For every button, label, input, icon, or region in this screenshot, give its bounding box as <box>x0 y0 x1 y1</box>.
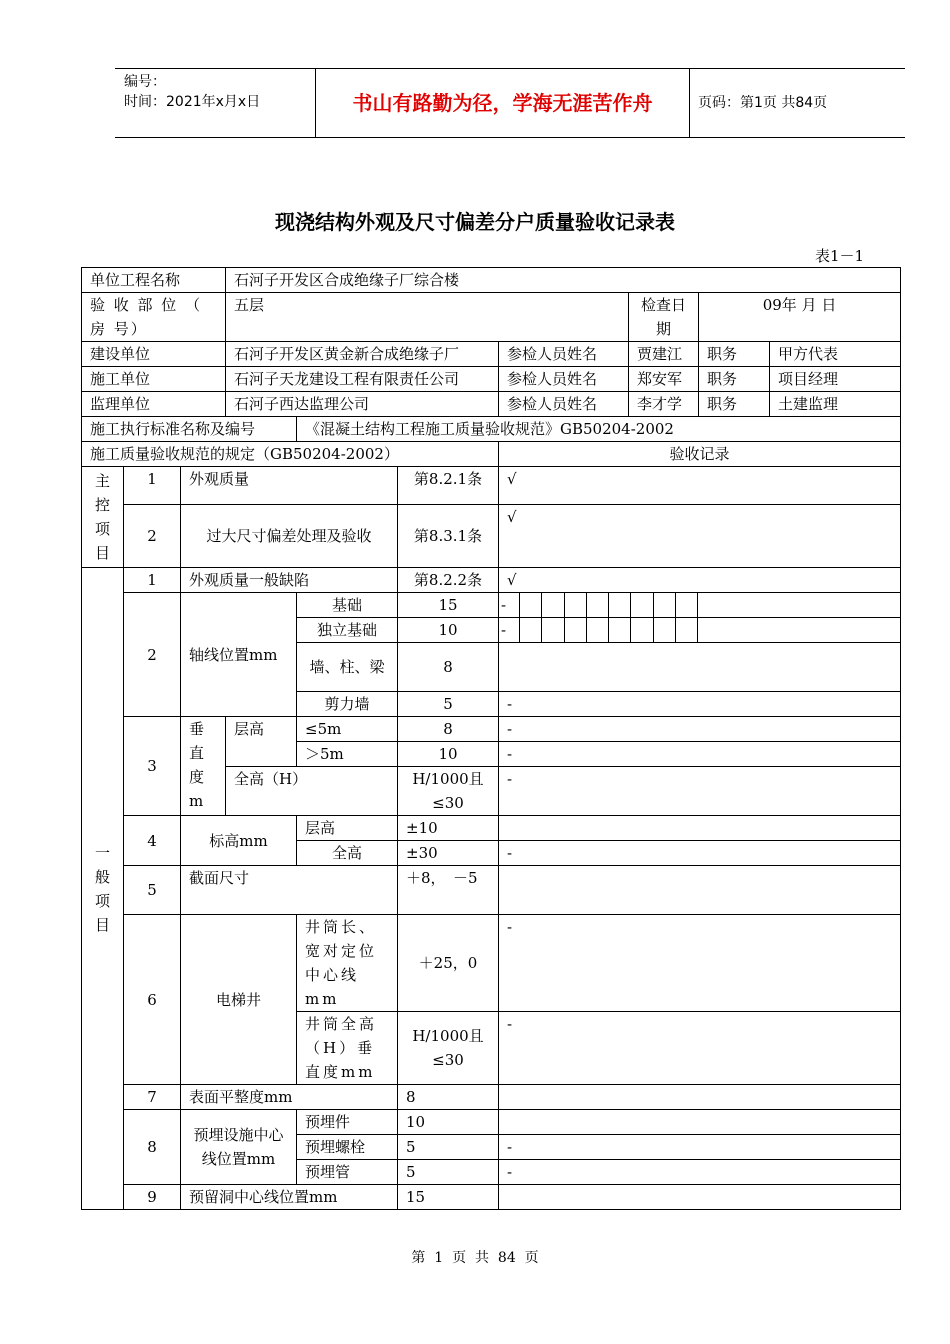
sub-name: 层高 <box>297 816 398 841</box>
header-meta <box>115 69 316 137</box>
item-no: 1 <box>124 568 181 593</box>
record-empty <box>499 866 901 915</box>
item-record: √ <box>499 505 901 568</box>
unit-label: 监理单位 <box>82 392 226 417</box>
item-name: 外观质量 <box>181 467 398 505</box>
unit-value: 石河子西达监理公司 <box>226 392 499 417</box>
record-label: 验收记录 <box>499 442 901 467</box>
item-name: 过大尺寸偏差处理及验收 <box>181 505 398 568</box>
general-label <box>82 568 124 1210</box>
spec-header-row <box>82 442 901 467</box>
item-no: 2 <box>124 593 181 717</box>
sub-value: ＋25，0 <box>398 915 499 1012</box>
item-no: 9 <box>124 1185 181 1210</box>
item-name: 截面尺寸 <box>181 866 398 915</box>
role-label: 职务 <box>699 367 770 392</box>
project-label: 单位工程名称 <box>82 268 226 293</box>
record-mark <box>499 643 901 692</box>
person-name: 李才学 <box>629 392 699 417</box>
info-row-project <box>82 268 901 293</box>
unit-label: 建设单位 <box>82 342 226 367</box>
sub-value: 10 <box>398 742 499 767</box>
general-item-row <box>82 593 901 618</box>
sub-value: ＋8， －5 <box>398 866 499 915</box>
main-control-text: 主控项目 <box>94 472 110 562</box>
sub-name: ≤5m <box>297 717 398 742</box>
record-mark <box>499 1110 901 1135</box>
date-label: 检查日期 <box>629 293 699 342</box>
record-mark: - <box>499 841 901 866</box>
footer-total: 84 <box>497 1250 516 1266</box>
sub-value: 10 <box>398 1110 499 1135</box>
record-mark: - <box>499 1012 901 1085</box>
footer-text: 第 <box>411 1250 426 1266</box>
sub-name: 井筒长、宽对定位中心线mm <box>297 915 398 1012</box>
item-name: 外观质量一般缺陷 <box>181 568 398 593</box>
sub-value: ±30 <box>398 841 499 866</box>
sub-name: 预埋管 <box>297 1160 398 1185</box>
sub-name: 剪力墙 <box>297 692 398 717</box>
standard-row <box>82 417 901 442</box>
item-clause: 第8.2.1条 <box>398 467 499 505</box>
time-label: 时间：2021年x月x日 <box>124 94 261 110</box>
item-clause: 第8.2.2条 <box>398 568 499 593</box>
role-value: 甲方代表 <box>770 342 901 367</box>
general-item-row <box>82 1185 901 1210</box>
sub-value: ±10 <box>398 816 499 841</box>
person-label: 参检人员姓名 <box>499 367 629 392</box>
unit-value: 石河子天龙建设工程有限责任公司 <box>226 367 499 392</box>
storey-label: 层高 <box>226 717 297 767</box>
item-name: 表面平整度mm <box>181 1085 398 1110</box>
general-item-row <box>82 568 901 593</box>
part-value: 五层 <box>226 293 629 342</box>
sub-name: ＞5m <box>297 742 398 767</box>
record-mark: - <box>499 915 901 1012</box>
main-item-row <box>82 467 901 505</box>
spec-label: 施工质量验收规范的规定（GB50204-2002） <box>82 442 499 467</box>
record-mark <box>499 816 901 841</box>
record-mark: - <box>499 742 901 767</box>
sub-value: H/1000且≤30 <box>398 767 499 816</box>
footer-text: 页 <box>452 1250 467 1266</box>
general-text: 一般项目 <box>94 843 110 934</box>
sub-value: 8 <box>398 717 499 742</box>
sub-value: 10 <box>398 618 499 643</box>
role-label: 职务 <box>699 392 770 417</box>
item-name: 电梯井 <box>181 915 297 1085</box>
date-value: 09年 月 日 <box>699 293 901 342</box>
item-no: 3 <box>124 717 181 816</box>
general-item-row <box>82 717 901 742</box>
unit-label: 施工单位 <box>82 367 226 392</box>
page-header <box>115 68 905 138</box>
record-mark: - <box>499 767 901 816</box>
item-name: 垂直度m <box>189 720 205 810</box>
standard-value: 《混凝土结构工程施工质量验收规范》GB50204-2002 <box>297 417 901 442</box>
item-no: 6 <box>124 915 181 1085</box>
item-name: 标高mm <box>181 816 297 866</box>
main-control-label <box>82 467 124 568</box>
inspection-table <box>81 267 901 1210</box>
record-grid <box>499 593 900 617</box>
sub-value: 5 <box>398 1160 499 1185</box>
record-grid <box>499 618 900 642</box>
info-row-part <box>82 293 901 342</box>
sub-value: 8 <box>398 1085 499 1110</box>
info-row-construct <box>82 367 901 392</box>
person-name: 贾建江 <box>629 342 699 367</box>
item-record: √ <box>499 568 901 593</box>
item-clause: 第8.3.1条 <box>398 505 499 568</box>
item-name: 预留洞中心线位置mm <box>181 1185 398 1210</box>
sub-value: 8 <box>398 643 499 692</box>
record-grid-cell <box>499 618 901 643</box>
record-mark: - <box>499 593 520 617</box>
record-mark: - <box>499 1160 901 1185</box>
footer-text: 共 <box>475 1250 489 1266</box>
total-height-label: 全高（H） <box>226 767 398 816</box>
unit-value: 石河子开发区黄金新合成绝缘子厂 <box>226 342 499 367</box>
item-no: 8 <box>124 1110 181 1185</box>
record-mark: - <box>499 618 520 642</box>
record-mark: - <box>499 717 901 742</box>
header-motto: 书山有路勤为径，学海无涯苦作舟 <box>316 69 690 137</box>
item-name: 轴线位置mm <box>181 593 297 717</box>
record-mark: - <box>499 692 901 717</box>
page-footer <box>0 1247 950 1267</box>
sub-value: 15 <box>398 593 499 618</box>
sub-name: 全高 <box>297 841 398 866</box>
sub-name: 墙、柱、梁 <box>297 643 398 692</box>
role-label: 职务 <box>699 342 770 367</box>
sub-value: 5 <box>398 1135 499 1160</box>
standard-label: 施工执行标准名称及编号 <box>82 417 297 442</box>
project-value: 石河子开发区合成绝缘子厂综合楼 <box>226 268 901 293</box>
general-item-row <box>82 915 901 1012</box>
item-no: 1 <box>124 467 181 505</box>
general-item-row <box>82 866 901 915</box>
sub-name: 独立基础 <box>297 618 398 643</box>
table-number: 表1－1 <box>815 247 865 265</box>
general-item-row <box>82 1085 901 1110</box>
page-title: 现浇结构外观及尺寸偏差分户质量验收记录表 <box>275 210 675 234</box>
sub-value: 15 <box>398 1185 499 1210</box>
general-item-row <box>82 816 901 841</box>
record-grid-cell <box>499 593 901 618</box>
sub-value: H/1000且≤30 <box>398 1012 499 1085</box>
person-label: 参检人员姓名 <box>499 342 629 367</box>
item-no: 2 <box>124 505 181 568</box>
person-label: 参检人员姓名 <box>499 392 629 417</box>
sub-name: 预埋螺栓 <box>297 1135 398 1160</box>
footer-text: 页 <box>524 1250 539 1266</box>
sub-name: 预埋件 <box>297 1110 398 1135</box>
item-no: 7 <box>124 1085 181 1110</box>
info-row-build <box>82 342 901 367</box>
general-item-row <box>82 1110 901 1135</box>
item-no: 4 <box>124 816 181 866</box>
record-empty <box>499 1185 901 1210</box>
record-empty <box>499 1085 901 1110</box>
main-item-row <box>82 505 901 568</box>
info-row-supervise <box>82 392 901 417</box>
record-mark: - <box>499 1135 901 1160</box>
footer-page: 1 <box>434 1250 444 1266</box>
part-label: 验 收 部 位 （ 房 号） <box>82 293 226 342</box>
item-record: √ <box>499 467 901 505</box>
role-value: 土建监理 <box>770 392 901 417</box>
person-name: 郑安军 <box>629 367 699 392</box>
role-value: 项目经理 <box>770 367 901 392</box>
item-name-cell <box>181 717 226 816</box>
sub-name: 井筒全高（H）垂直度mm <box>297 1012 398 1085</box>
sub-name: 基础 <box>297 593 398 618</box>
code-label: 编号： <box>124 74 166 90</box>
item-no: 5 <box>124 866 181 915</box>
header-page-info: 页码：第1页 共84页 <box>698 95 828 111</box>
sub-value: 5 <box>398 692 499 717</box>
item-name: 预埋设施中心线位置mm <box>181 1110 297 1185</box>
